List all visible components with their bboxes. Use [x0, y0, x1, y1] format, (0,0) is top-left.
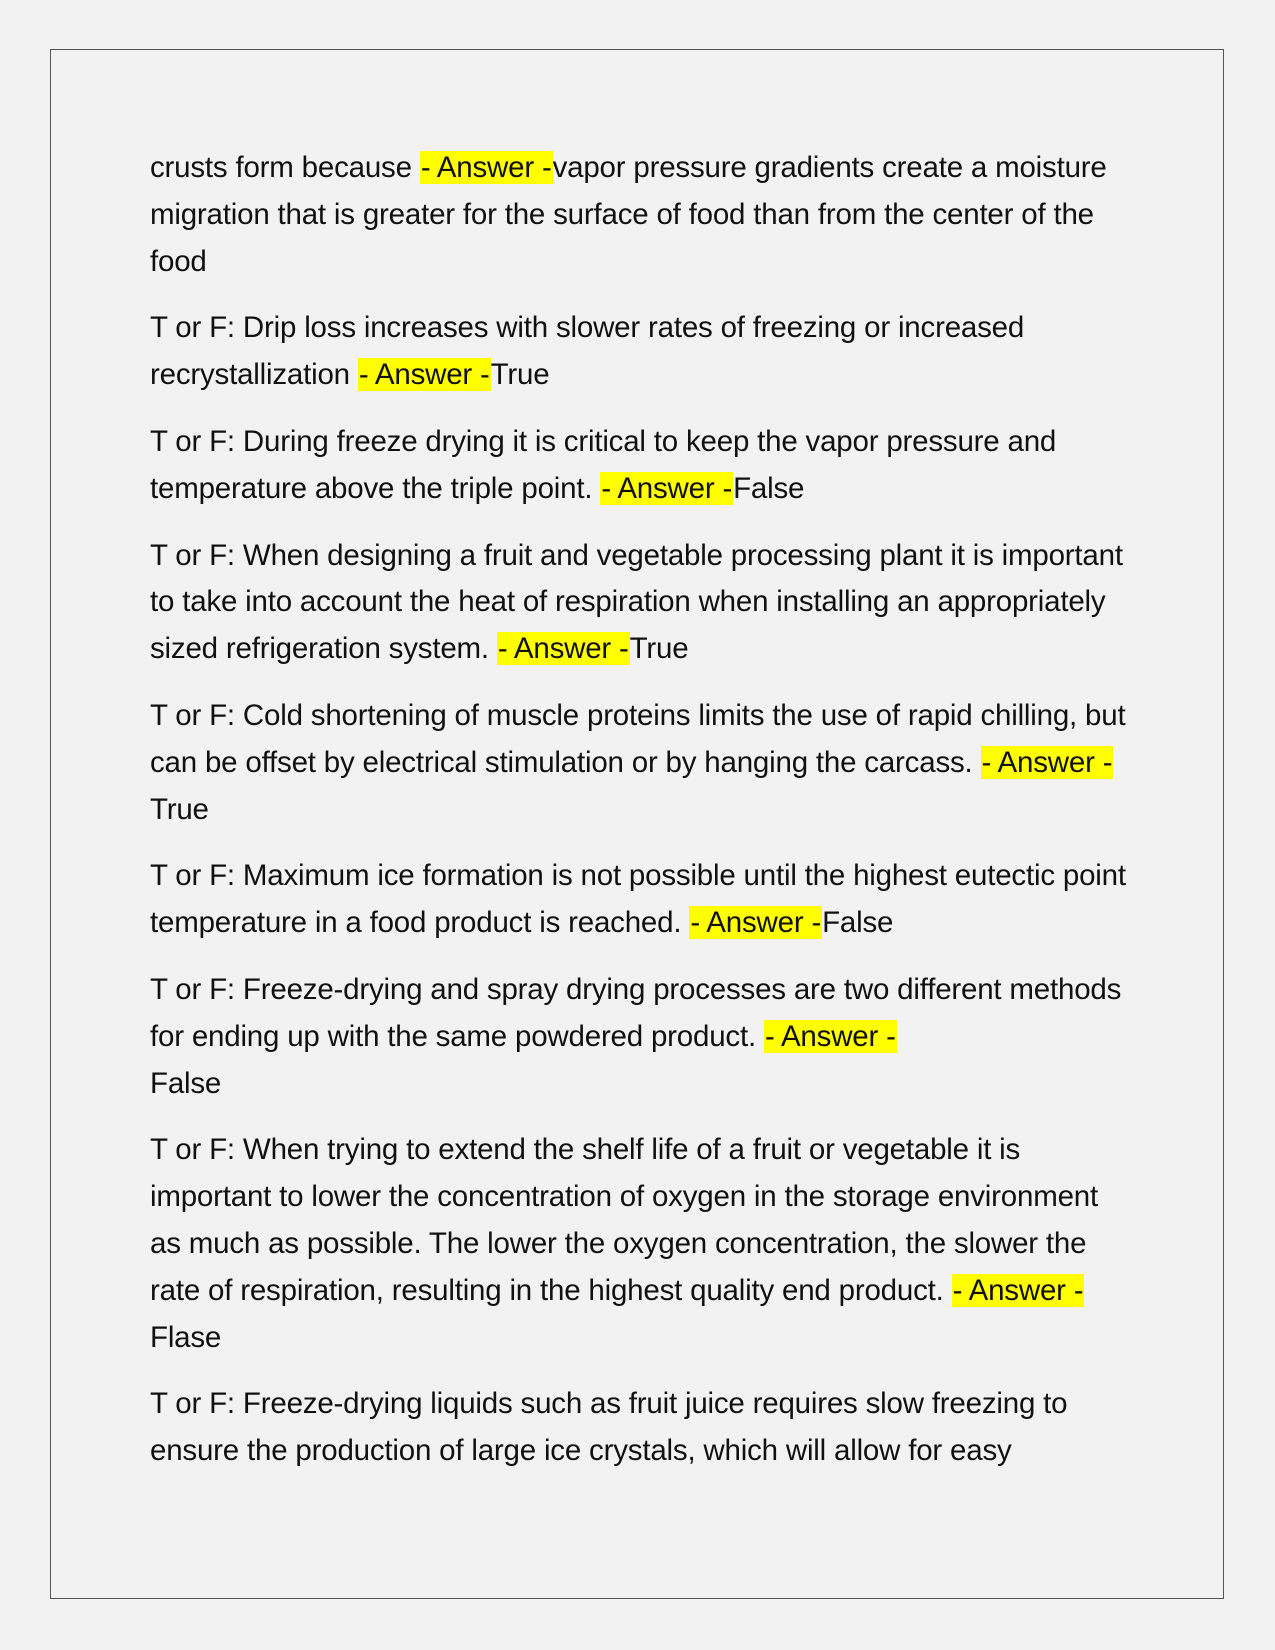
- answer-marker: - Answer -: [764, 1019, 896, 1053]
- qa-item: [150, 419, 1135, 513]
- answer-text: False: [733, 471, 805, 505]
- qa-item: [150, 1381, 1135, 1475]
- answer-text: vapor pressure gradients create a moisture migration that is greater for the surface of food than from the center of the food: [150, 151, 1107, 278]
- question-text: T or F: Freeze-drying and spray drying processes are two different methods for ending up with the same powdered product.: [150, 972, 1122, 1053]
- answer-marker: - Answer -: [420, 151, 552, 184]
- qa-item: [150, 305, 1135, 399]
- qa-item: [150, 967, 1135, 1107]
- qa-item: [150, 693, 1135, 833]
- question-text: T or F: When trying to extend the shelf life of a fruit or vegetable it is important to lower the concentration of oxygen in the storage environment as much as possible. The lower the oxygen concentration, the slower the rate of respiration, resulting in the highest quality end product.: [150, 1133, 1098, 1307]
- answer-marker: - Answer -: [981, 745, 1113, 779]
- question-text: T or F: Cold shortening of muscle proteins limits the use of rapid chilling, but can be offset by electrical stimulation or by hanging the carcass.: [150, 698, 1126, 779]
- answer-marker: - Answer -: [358, 358, 490, 392]
- question-text: T or F: Freeze-drying liquids such as fruit juice requires slow freezing to ensure the production of large ice crystals, which will allow for easy: [150, 1387, 1068, 1468]
- answer-text: Flase: [150, 1320, 222, 1354]
- qa-item: [150, 533, 1135, 673]
- answer-text: True: [490, 358, 550, 392]
- qa-item: [150, 145, 1135, 285]
- question-text: T or F: Drip loss increases with slower rates of freezing or increased recrystallization: [150, 311, 1025, 392]
- answer-marker: - Answer -: [952, 1273, 1084, 1307]
- answer-text: False: [150, 1066, 222, 1100]
- answer-text: True: [150, 792, 209, 826]
- document-body: [150, 145, 1135, 1495]
- question-text: T or F: During freeze drying it is critical to keep the vapor pressure and temperature above the triple point.: [150, 424, 1057, 505]
- qa-item: [150, 853, 1135, 947]
- qa-item: [150, 1127, 1135, 1361]
- question-text: crusts form because: [150, 151, 420, 184]
- answer-text: True: [629, 632, 689, 666]
- answer-marker: - Answer -: [497, 632, 629, 666]
- answer-marker: - Answer -: [601, 471, 733, 505]
- answer-text: False: [822, 906, 894, 940]
- question-text: T or F: Maximum ice formation is not possible until the highest eutectic point temperature in a food product is reached.: [150, 859, 1126, 940]
- question-text: T or F: When designing a fruit and vegetable processing plant it is important to take into account the heat of respiration when installing an appropriately sized refrigeration system.: [150, 538, 1123, 666]
- answer-marker: - Answer -: [690, 906, 822, 940]
